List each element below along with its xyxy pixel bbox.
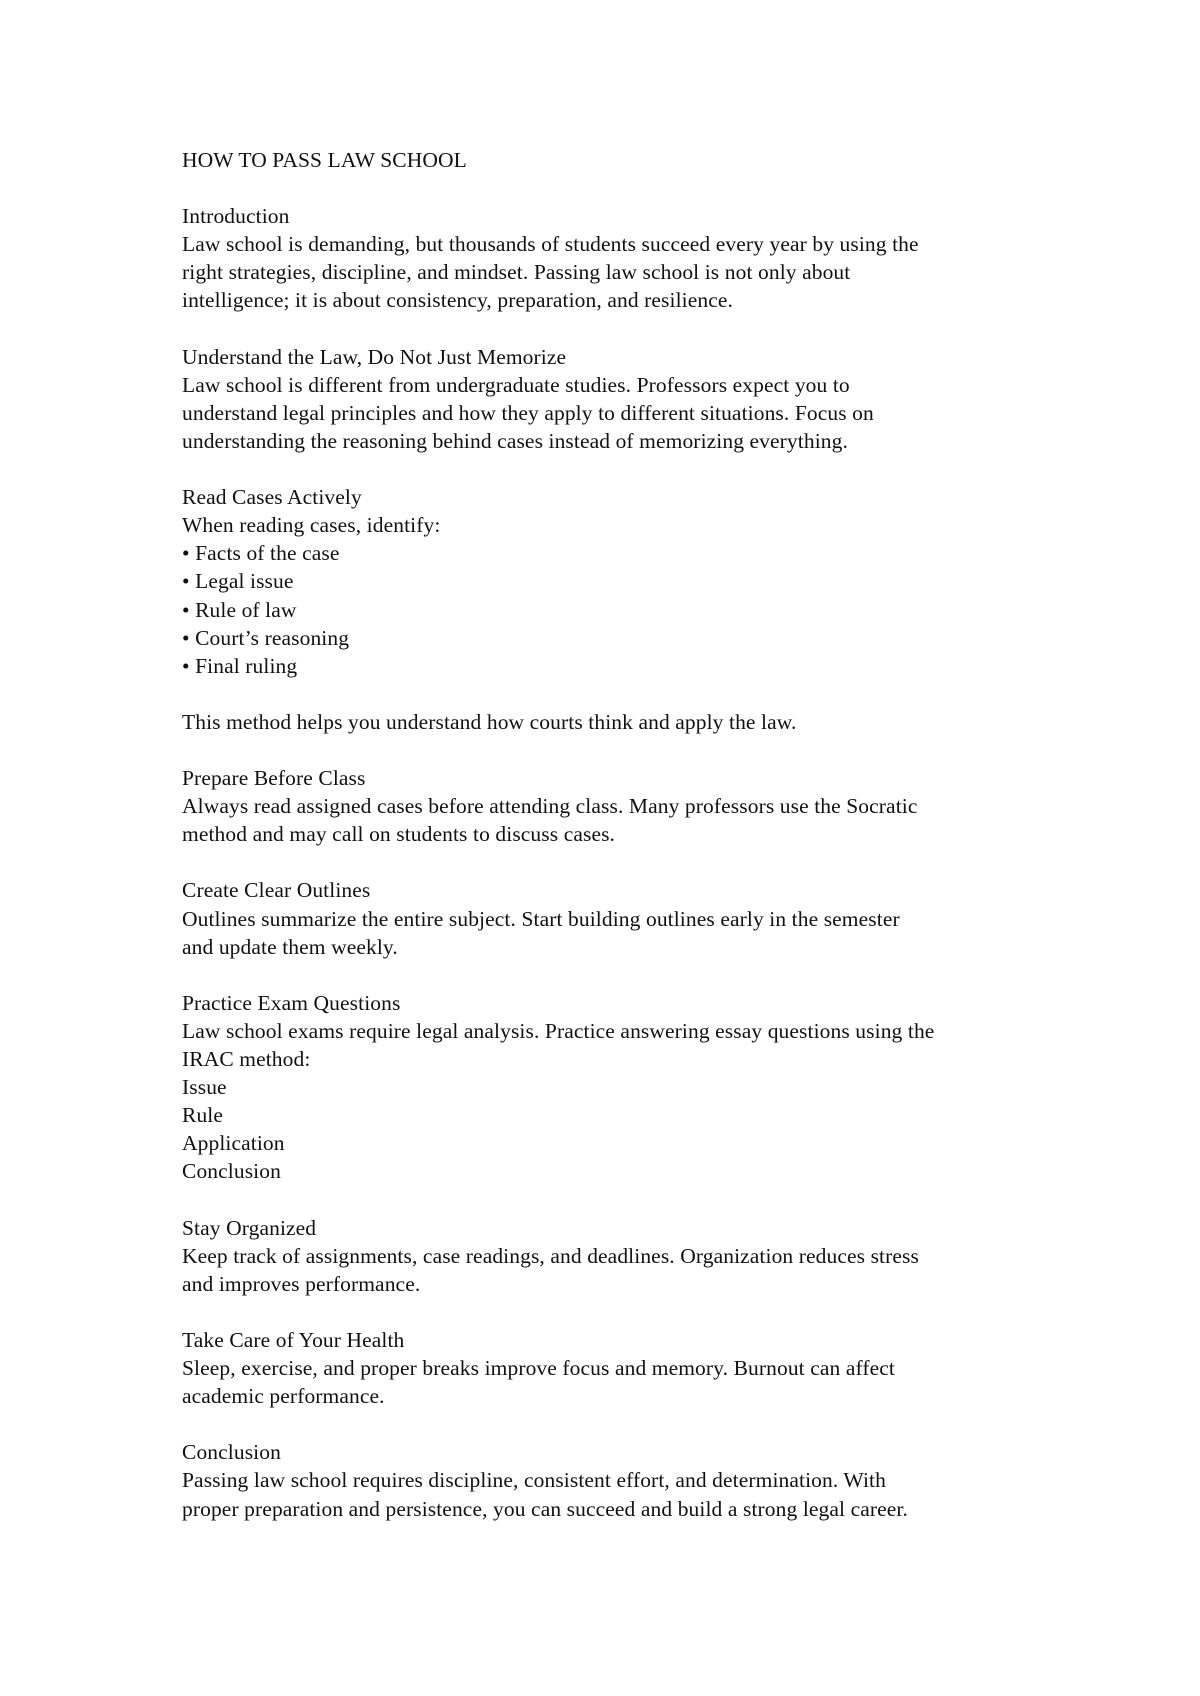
spacer xyxy=(182,455,1062,483)
section-heading: Understand the Law, Do Not Just Memorize xyxy=(182,344,567,369)
section-heading: Create Clear Outlines xyxy=(182,878,371,903)
spacer xyxy=(182,680,1062,708)
paragraph-line: proper preparation and persistence, you can succeed and build a strong legal career. xyxy=(182,1496,908,1521)
paragraph-line: Law school is demanding, but thousands of students succeed every year by using the xyxy=(182,232,919,257)
irac-item: Rule xyxy=(182,1103,224,1128)
section-heading: Practice Exam Questions xyxy=(182,990,401,1015)
paragraph-line: Passing law school requires discipline, consistent effort, and determination. With xyxy=(182,1468,886,1493)
paragraph-line: Outlines summarize the entire subject. Start building outlines early in the semester xyxy=(182,906,900,931)
section-heading: Introduction xyxy=(182,204,290,229)
bullet-item: • Court’s reasoning xyxy=(182,625,350,650)
paragraph-line: understand legal principles and how they apply to different situations. Focus on xyxy=(182,400,874,425)
spacer xyxy=(182,961,1062,989)
section-heading: Prepare Before Class xyxy=(182,766,366,791)
paragraph-line: and update them weekly. xyxy=(182,934,398,959)
spacer xyxy=(182,315,1062,343)
paragraph-line: Always read assigned cases before attending class. Many professors use the Socratic xyxy=(182,794,918,819)
section-heading: Read Cases Actively xyxy=(182,485,362,510)
spacer xyxy=(182,736,1062,764)
paragraph-line: Keep track of assignments, case readings, and deadlines. Organization reduces stress xyxy=(182,1243,919,1268)
section-practice xyxy=(182,989,1062,1186)
document-page xyxy=(182,146,1062,1523)
bullet-item: • Final ruling xyxy=(182,653,298,678)
paragraph-line: intelligence; it is about consistency, preparation, and resilience. xyxy=(182,288,733,313)
section-heading: Conclusion xyxy=(182,1440,281,1465)
irac-item: Application xyxy=(182,1131,285,1156)
spacer xyxy=(182,1298,1062,1326)
paragraph-line: Sleep, exercise, and proper breaks improve focus and memory. Burnout can affect xyxy=(182,1356,895,1381)
section-read-cases xyxy=(182,483,1062,736)
paragraph-line: Law school is different from undergraduate studies. Professors expect you to xyxy=(182,372,850,397)
section-organized xyxy=(182,1214,1062,1298)
section-outlines xyxy=(182,876,1062,960)
irac-item: Conclusion xyxy=(182,1159,281,1184)
document-title: HOW TO PASS LAW SCHOOL xyxy=(182,148,467,172)
paragraph-line: method and may call on students to discuss cases. xyxy=(182,822,616,847)
bullet-item: • Legal issue xyxy=(182,569,294,594)
section-health xyxy=(182,1326,1062,1410)
bullet-item: • Rule of law xyxy=(182,597,297,622)
paragraph-line: and improves performance. xyxy=(182,1271,421,1296)
paragraph-line: right strategies, discipline, and mindset. Passing law school is not only about xyxy=(182,260,851,285)
paragraph-line: When reading cases, identify: xyxy=(182,513,441,538)
bullet-item: • Facts of the case xyxy=(182,541,340,566)
paragraph-line: This method helps you understand how courts think and apply the law. xyxy=(182,709,797,734)
section-prepare xyxy=(182,764,1062,848)
irac-item: Issue xyxy=(182,1075,227,1100)
spacer xyxy=(182,174,1062,202)
paragraph-line: academic performance. xyxy=(182,1384,385,1409)
section-heading: Stay Organized xyxy=(182,1215,317,1240)
spacer xyxy=(182,848,1062,876)
paragraph-line: IRAC method: xyxy=(182,1047,311,1071)
spacer xyxy=(182,1410,1062,1438)
section-understand xyxy=(182,343,1062,455)
paragraph-line: Law school exams require legal analysis. Practice answering essay questions using the xyxy=(182,1018,935,1043)
section-heading: Take Care of Your Health xyxy=(182,1327,405,1352)
spacer xyxy=(182,1185,1062,1213)
paragraph-line: understanding the reasoning behind cases instead of memorizing everything. xyxy=(182,428,848,453)
section-introduction xyxy=(182,202,1062,314)
section-conclusion xyxy=(182,1438,1062,1522)
